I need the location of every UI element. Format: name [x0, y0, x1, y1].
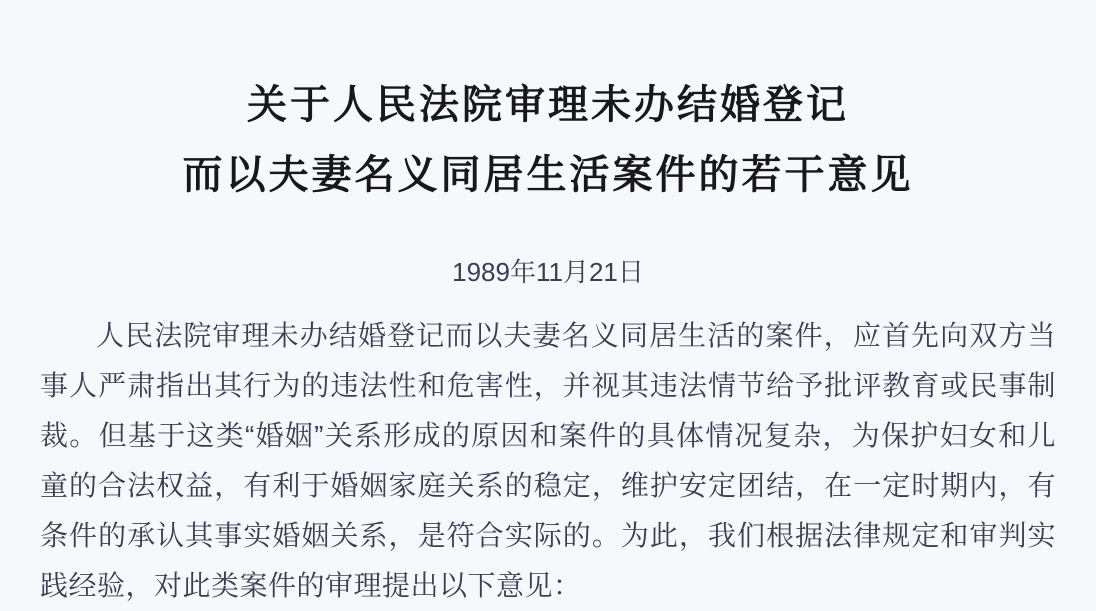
document-date: 1989年11月21日	[452, 257, 644, 287]
document-paragraph: 人民法院审理未办结婚登记而以夫妻名义同居生活的案件，应首先向双方当事人严肃指出其行为的违法性和危害性，并视其违法情节给予批评教育或民事制裁。但基于这类“婚姻”关系形成的原因和案件的具体情况复杂，为保护妇女和儿童的合法权益，有利于婚姻家庭关系的稳定，维护安定团结，在一定时期内，有条件的承认其事实婚姻关系，是符合实际的。为此，我们根据法律规定和审判实践经验，对此类案件的审理提出以下意见：	[40, 320, 1056, 601]
document-title-line-1: 关于人民法院审理未办结婚登记	[247, 83, 849, 127]
document-title-line-2: 而以夫妻名义同居生活案件的若干意见	[182, 153, 914, 197]
document-title	[40, 70, 1056, 210]
